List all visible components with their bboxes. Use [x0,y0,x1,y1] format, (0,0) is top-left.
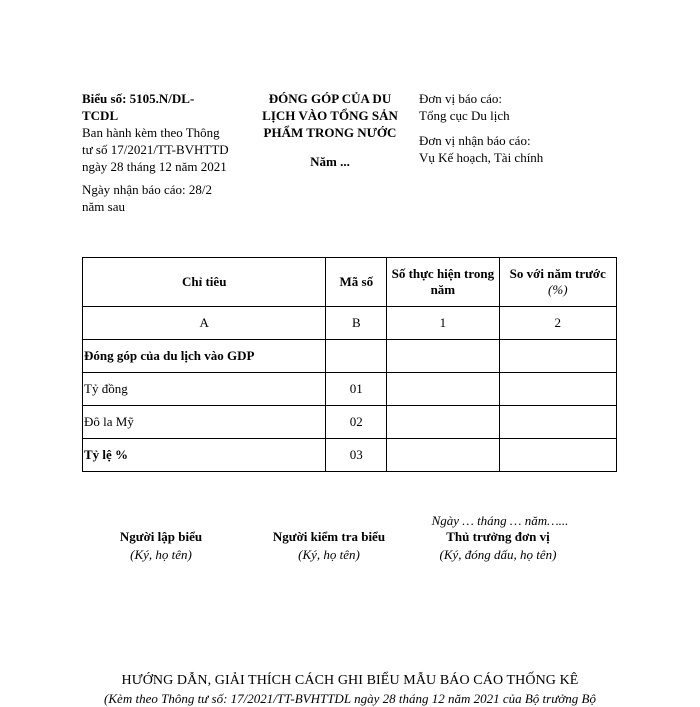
report-title-line3: PHẨM TRONG NƯỚC [263,125,397,140]
table-index-row [83,307,617,340]
report-table [82,257,617,472]
receiving-unit: Vụ Kế hoạch, Tài chính [419,150,544,165]
header-compare-line2: (%) [548,282,568,297]
header-indicator: Chỉ tiêu [83,258,326,307]
guide-subtitle: (Kèm theo Thông tư số: 17/2021/TT-BVHTTDL ngày 28 tháng 12 năm 2021 của Bộ trưởng Bộ [104,691,596,706]
guide-title: HƯỚNG DẪN, GIẢI THÍCH CÁCH GHI BIỂU MẪU BÁO CÁO THỐNG KÊ [121,673,579,688]
header-actual [387,258,499,307]
index-cell: 1 [387,307,499,340]
row-label: Đô la Mỹ [83,406,326,439]
header-code: Mã số [326,258,387,307]
form-code-line2: TCDL [82,108,119,123]
report-title-block [252,90,408,170]
signature-date-line: Ngày … tháng … năm…... [431,513,569,528]
value-cell[interactable] [499,340,616,373]
report-title-line1: ĐÓNG GÓP CỦA DU [268,91,392,106]
checker-title: Người kiểm tra biểu [272,529,386,544]
report-title-line2: LỊCH VÀO TỔNG SẢN [262,108,398,123]
units-block [419,90,619,166]
row-code: 02 [326,406,387,439]
preparer-note: (Ký, họ tên) [130,547,192,562]
header-actual-line1: Số thực hiện trong [391,266,495,281]
row-code: 01 [326,373,387,406]
reporting-unit: Tổng cục Du lịch [419,108,510,123]
table-header-row [83,258,617,307]
row-code: 03 [326,439,387,472]
form-code-line1: Biểu số: 5105.N/DL- [82,91,195,106]
table-row [83,340,617,373]
issued-line1: Ban hành kèm theo Thông [82,125,220,140]
preparer-title: Người lập biểu [119,529,203,544]
value-cell[interactable] [499,373,616,406]
row-code [326,340,387,373]
index-cell: 2 [499,307,616,340]
issued-line2: tư số 17/2021/TT-BVHTTD [82,142,229,157]
row-label: Tỷ lệ % [83,439,326,472]
header-actual-line2: năm [430,282,456,297]
issued-line3: ngày 28 tháng 12 năm 2021 [82,159,227,174]
table-row [83,406,617,439]
header-compare-line1: So với năm trước [509,266,606,281]
index-cell: A [83,307,326,340]
head-note: (Ký, đóng dấu, họ tên) [439,547,557,562]
head-title: Thủ trưởng đơn vị [446,529,550,544]
signature-preparer [100,528,222,564]
value-cell[interactable] [499,439,616,472]
signature-head [426,528,570,564]
table-row [83,439,617,472]
checker-note: (Ký, họ tên) [298,547,360,562]
value-cell[interactable] [387,439,499,472]
row-label: Đóng góp của du lịch vào GDP [83,340,326,373]
receive-date-line1: Ngày nhận báo cáo: 28/2 [82,182,212,197]
value-cell[interactable] [499,406,616,439]
signature-checker [262,528,396,564]
row-label: Tỷ đồng [83,373,326,406]
form-info-block [82,90,242,215]
header-compare [499,258,616,307]
receiving-unit-label: Đơn vị nhận báo cáo: [419,133,531,148]
table-row [83,373,617,406]
reporting-unit-label: Đơn vị báo cáo: [419,91,503,106]
value-cell[interactable] [387,406,499,439]
receive-date-line2: năm sau [82,199,125,214]
value-cell[interactable] [387,340,499,373]
value-cell[interactable] [387,373,499,406]
index-cell: B [326,307,387,340]
report-year: Năm ... [310,154,350,169]
